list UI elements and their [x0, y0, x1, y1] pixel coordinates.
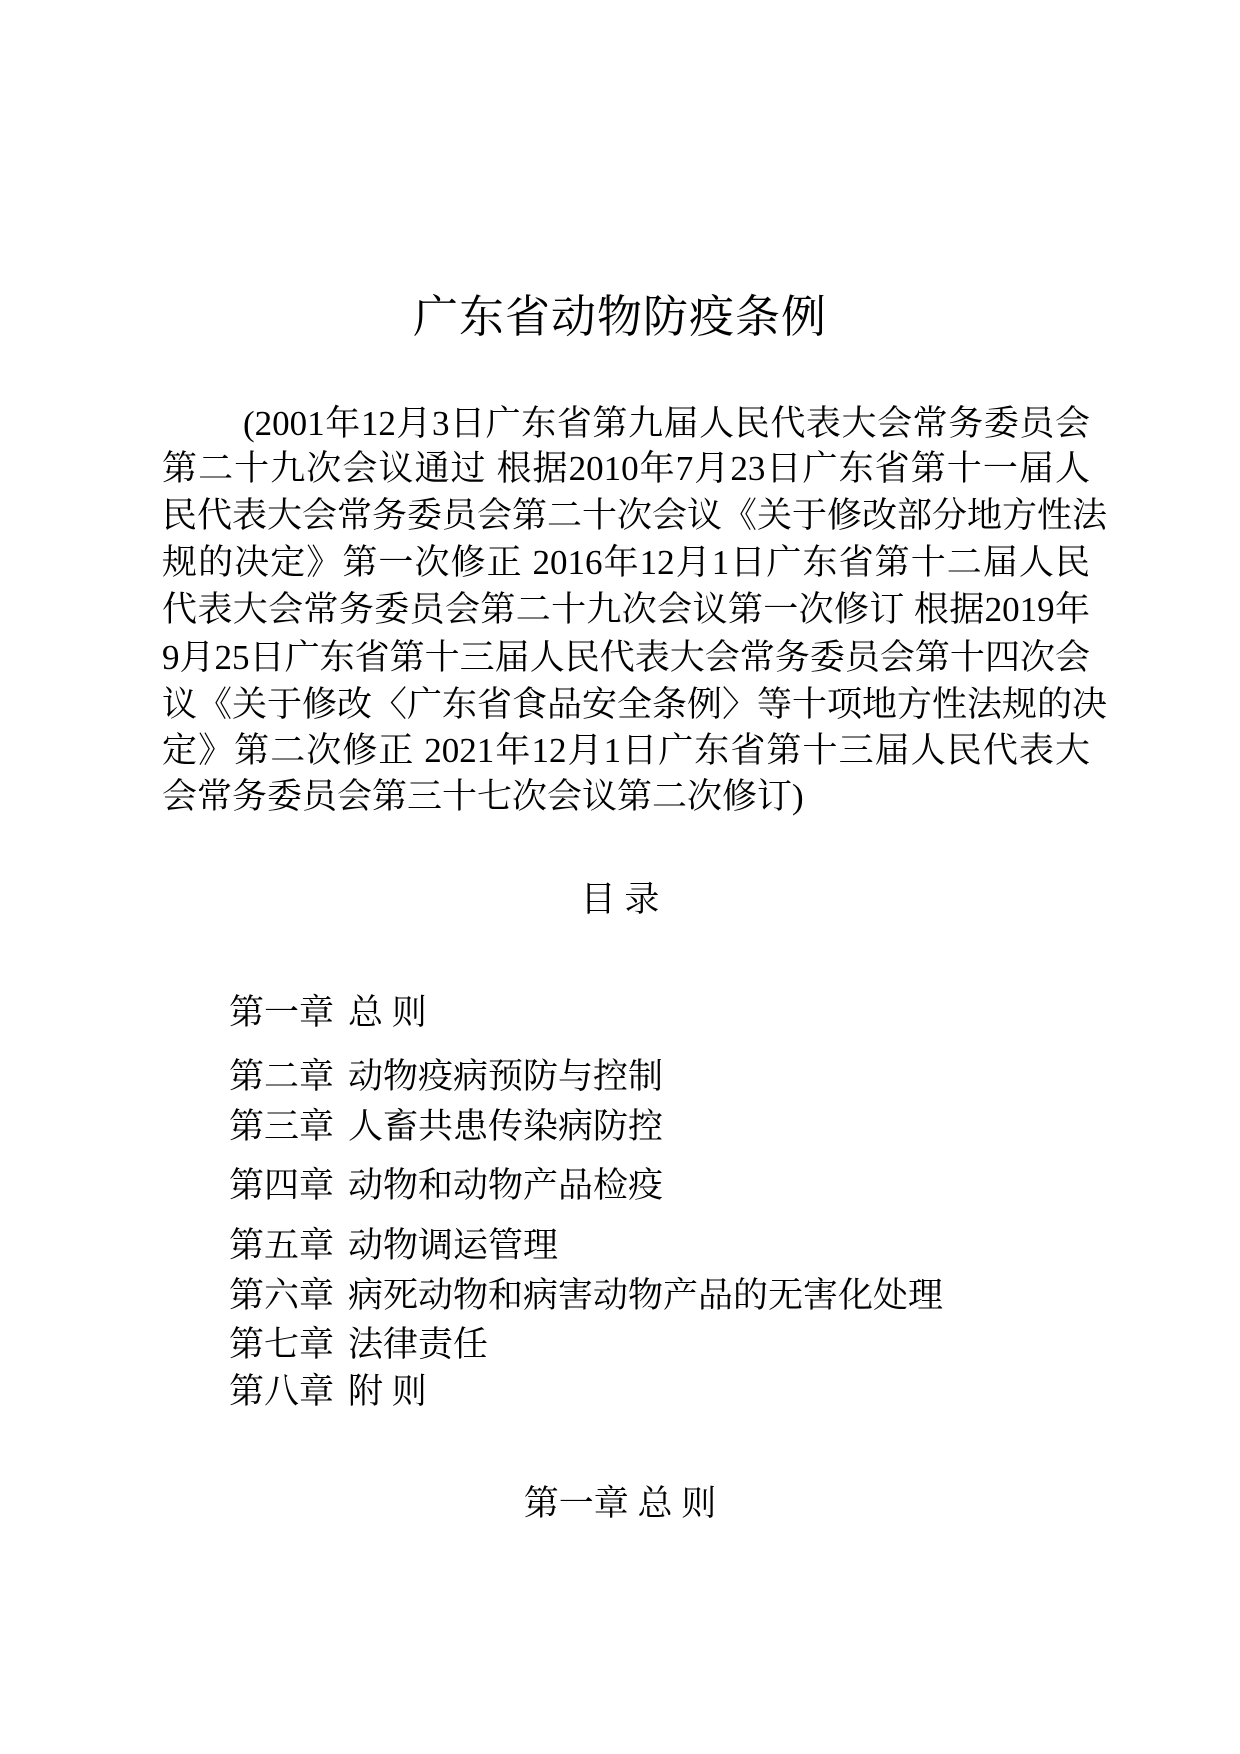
preamble-line: 规的决定》第一次修正 2016年12月1日广东省第十二届人民	[162, 543, 1090, 582]
toc-chapter-number: 第七章	[229, 1325, 335, 1364]
toc-chapter-number: 第六章	[229, 1276, 335, 1315]
toc-item	[229, 990, 427, 1036]
toc-chapter-number: 第四章	[229, 1166, 335, 1205]
toc-chapter-number: 第二章	[229, 1057, 335, 1096]
toc-chapter-title: 法律责任	[348, 1325, 489, 1364]
preamble-line: (2001年12月3日广东省第九届人民代表大会常务委员会	[243, 404, 1090, 443]
toc-chapter-number: 第五章	[229, 1226, 335, 1265]
preamble-line: 民代表大会常务委员会第二十次会议《关于修改部分地方性法	[162, 496, 1108, 535]
toc-chapter-title: 总 则	[348, 993, 427, 1032]
toc-item	[229, 1104, 663, 1150]
toc-chapter-title: 人畜共患传染病防控	[348, 1107, 664, 1146]
toc-chapter-title: 附 则	[348, 1372, 427, 1411]
preamble-line: 第二十九次会议通过 根据2010年7月23日广东省第十一届人	[162, 449, 1090, 488]
document-title: 广东省动物防疫条例	[412, 292, 827, 342]
toc-heading: 目 录	[580, 880, 660, 919]
toc-item	[229, 1054, 663, 1100]
toc-chapter-number: 第三章	[229, 1107, 335, 1146]
toc-chapter-title: 动物和动物产品检疫	[348, 1166, 664, 1205]
preamble-line: 会常务委员会第三十七次会议第二次修订)	[162, 777, 804, 816]
toc-chapter-title: 动物调运管理	[348, 1226, 559, 1265]
toc-chapter-number: 第一章	[229, 993, 335, 1032]
toc-chapter-title: 动物疫病预防与控制	[348, 1057, 664, 1096]
toc-item	[229, 1369, 427, 1415]
toc-item	[229, 1223, 558, 1269]
preamble-line: 定》第二次修正 2021年12月1日广东省第十三届人民代表大	[162, 731, 1090, 770]
chapter-heading: 第一章 总 则	[523, 1484, 717, 1523]
toc-item	[229, 1322, 488, 1368]
toc-chapter-title: 病死动物和病害动物产品的无害化处理	[348, 1276, 944, 1315]
preamble-line: 代表大会常务委员会第二十九次会议第一次修订 根据2019年	[162, 590, 1090, 629]
preamble-line: 9月25日广东省第十三届人民代表大会常务委员会第十四次会	[162, 638, 1090, 677]
toc-item	[229, 1163, 663, 1209]
toc-chapter-number: 第八章	[229, 1372, 335, 1411]
preamble-line: 议《关于修改〈广东省食品安全条例〉等十项地方性法规的决	[162, 685, 1108, 724]
toc-item	[229, 1273, 943, 1319]
